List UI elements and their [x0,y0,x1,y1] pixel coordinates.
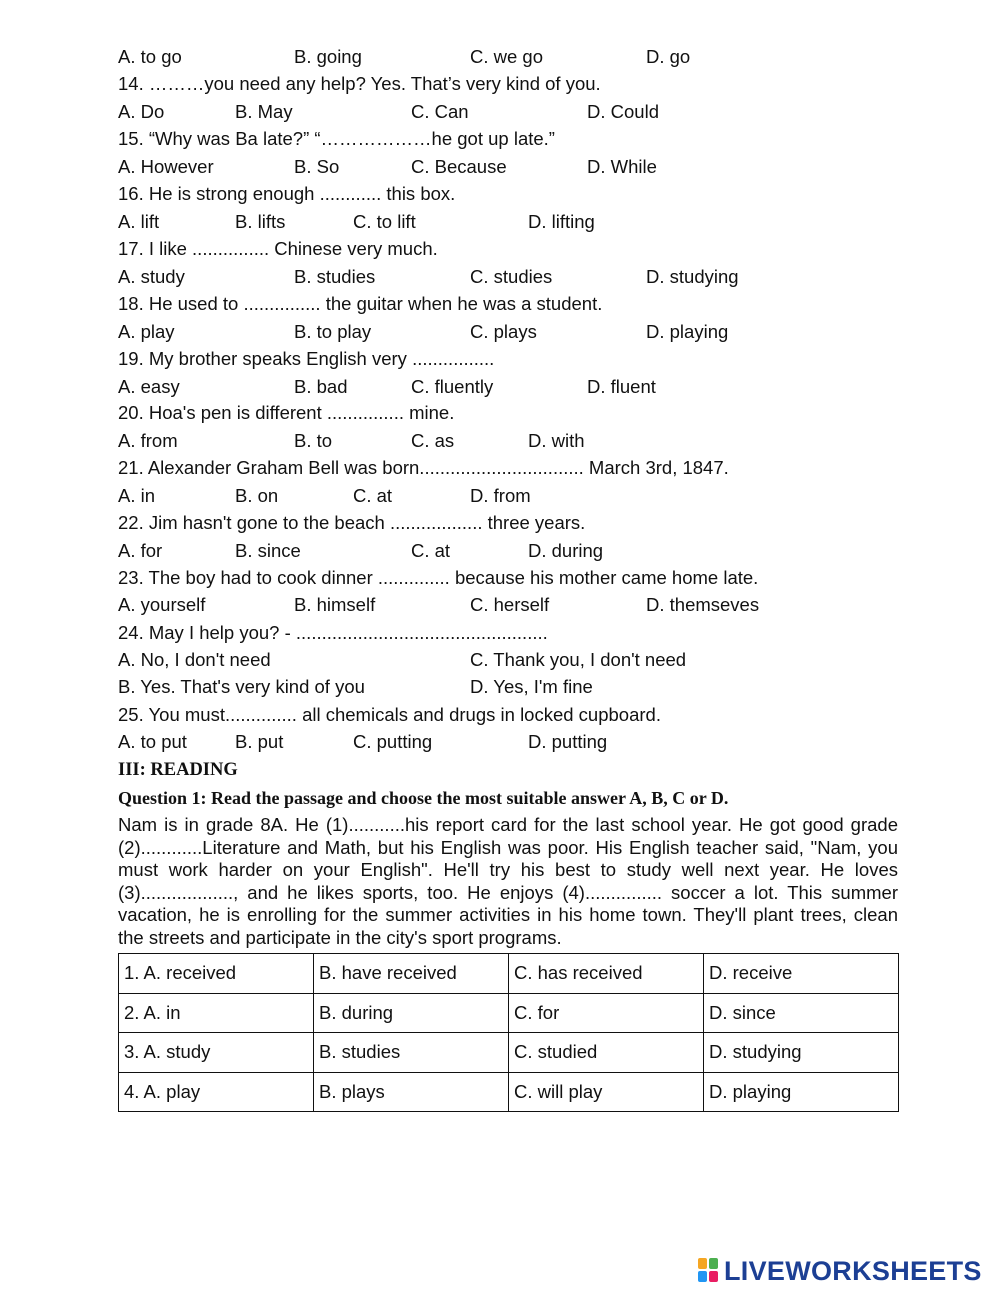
question-text: 15. “Why was Ba late?” “………………he got up late.” [118,128,555,149]
option-c: C. to lift [353,211,416,232]
option-a: A. from [118,430,178,451]
option-b: B. bad [294,376,348,397]
question-text: 14. ………you need any help? Yes. That’s very kind of you. [118,73,601,94]
table-row [119,993,899,1033]
option-a: A. Do [118,101,165,122]
option-c: C. at [411,540,451,561]
option-c: C. fluently [411,376,494,397]
option-a: A. However [118,156,214,177]
option-d: D. with [528,430,585,451]
option-a: A. to go [118,46,182,67]
table-row [119,1033,899,1073]
option-c: C. herself [470,594,550,615]
question-text: 24. May I help you? - ................................................. [118,622,548,643]
table-row [119,954,899,994]
option-c: C. at [353,485,393,506]
liveworksheets-logo [698,1256,982,1286]
option-b: B. put [235,731,284,752]
table-cell: 2. A. in [119,993,314,1033]
option-a: A. for [118,540,163,561]
option-c: C. as [411,430,455,451]
option-c: C. we go [470,46,544,67]
option-b: B. studies [294,266,376,287]
option-b: B. on [235,485,279,506]
option-b: B. to [294,430,333,451]
table-cell: 4. A. play [119,1072,314,1112]
table-cell: B. plays [314,1072,509,1112]
question-text: 20. Hoa's pen is different ............... mine. [118,402,455,423]
section-title: III: READING [118,760,238,780]
option-a: A. study [118,266,185,287]
question-text: 18. He used to ............... the guitar when he was a student. [118,293,603,314]
option-b: B. Yes. That's very kind of you [118,676,365,697]
option-b: B. going [294,46,362,67]
option-d: D. studying [646,266,739,287]
reading-instruction: Question 1: Read the passage and choose the most suitable answer A, B, C or D. [118,788,729,808]
option-a: A. in [118,485,156,506]
option-c: C. putting [353,731,433,752]
option-c: C. plays [470,321,537,342]
option-d: D. fluent [587,376,656,397]
table-cell: C. studied [509,1033,704,1073]
table-cell: D. studying [704,1033,899,1073]
table-cell: B. have received [314,954,509,994]
option-a: A. to put [118,731,187,752]
option-d: D. While [587,156,657,177]
option-d: D. during [528,540,604,561]
question-text: 16. He is strong enough ............ this box. [118,183,456,204]
table-cell: C. will play [509,1072,704,1112]
option-c: C. Thank you, I don't need [470,649,687,670]
reading-passage: Nam is in grade 8A. He (1)...........his report card for the last school year. He got good grade (2)............Literature and Math, but his English was poor. His English teacher said, "Nam, you must work harder on your English". He'll try his best to study well next year. He loves (3).................., and he likes sports, too. He enjoys (4)............... soccer a lot. This summer vacation, he is enrolling for the summer activities in his home town. They'll plant trees, clean the streets and participate in the city's sport programs. [118,814,898,948]
option-a: A. play [118,321,175,342]
option-b: B. lifts [235,211,286,232]
question-text: 23. The boy had to cook dinner .............. because his mother came home late. [118,567,759,588]
option-b: B. May [235,101,293,122]
option-b: B. since [235,540,301,561]
table-row [119,1072,899,1112]
question-text: 25. You must.............. all chemicals and drugs in locked cupboard. [118,704,661,725]
table-cell: C. for [509,993,704,1033]
option-c: C. Can [411,101,469,122]
table-cell: B. during [314,993,509,1033]
question-text: 19. My brother speaks English very ................ [118,348,495,369]
option-b: B. to play [294,321,372,342]
option-b: B. So [294,156,340,177]
option-a: A. lift [118,211,160,232]
option-c: C. studies [470,266,553,287]
question-text: 21. Alexander Graham Bell was born................................ March 3rd, 1847. [118,457,729,478]
question-text: 17. I like ............... Chinese very much. [118,238,438,259]
option-d: D. themseves [646,594,760,615]
option-c: C. Because [411,156,507,177]
table-cell: 1. A. received [119,954,314,994]
option-d: D. Yes, I'm fine [470,676,593,697]
logo-mark-icon [698,1258,720,1284]
table-cell: B. studies [314,1033,509,1073]
table-cell: D. receive [704,954,899,994]
option-d: D. from [470,485,531,506]
option-a: A. No, I don't need [118,649,271,670]
option-a: A. easy [118,376,180,397]
option-d: D. putting [528,731,608,752]
option-d: D. go [646,46,691,67]
table-cell: D. playing [704,1072,899,1112]
answer-table [118,953,899,1112]
logo-text: LIVEWORKSHEETS [724,1255,982,1286]
option-d: D. Could [587,101,659,122]
option-a: A. yourself [118,594,206,615]
option-d: D. lifting [528,211,595,232]
table-cell: C. has received [509,954,704,994]
option-b: B. himself [294,594,376,615]
option-d: D. playing [646,321,729,342]
table-cell: D. since [704,993,899,1033]
question-text: 22. Jim hasn't gone to the beach .................. three years. [118,512,586,533]
table-cell: 3. A. study [119,1033,314,1073]
